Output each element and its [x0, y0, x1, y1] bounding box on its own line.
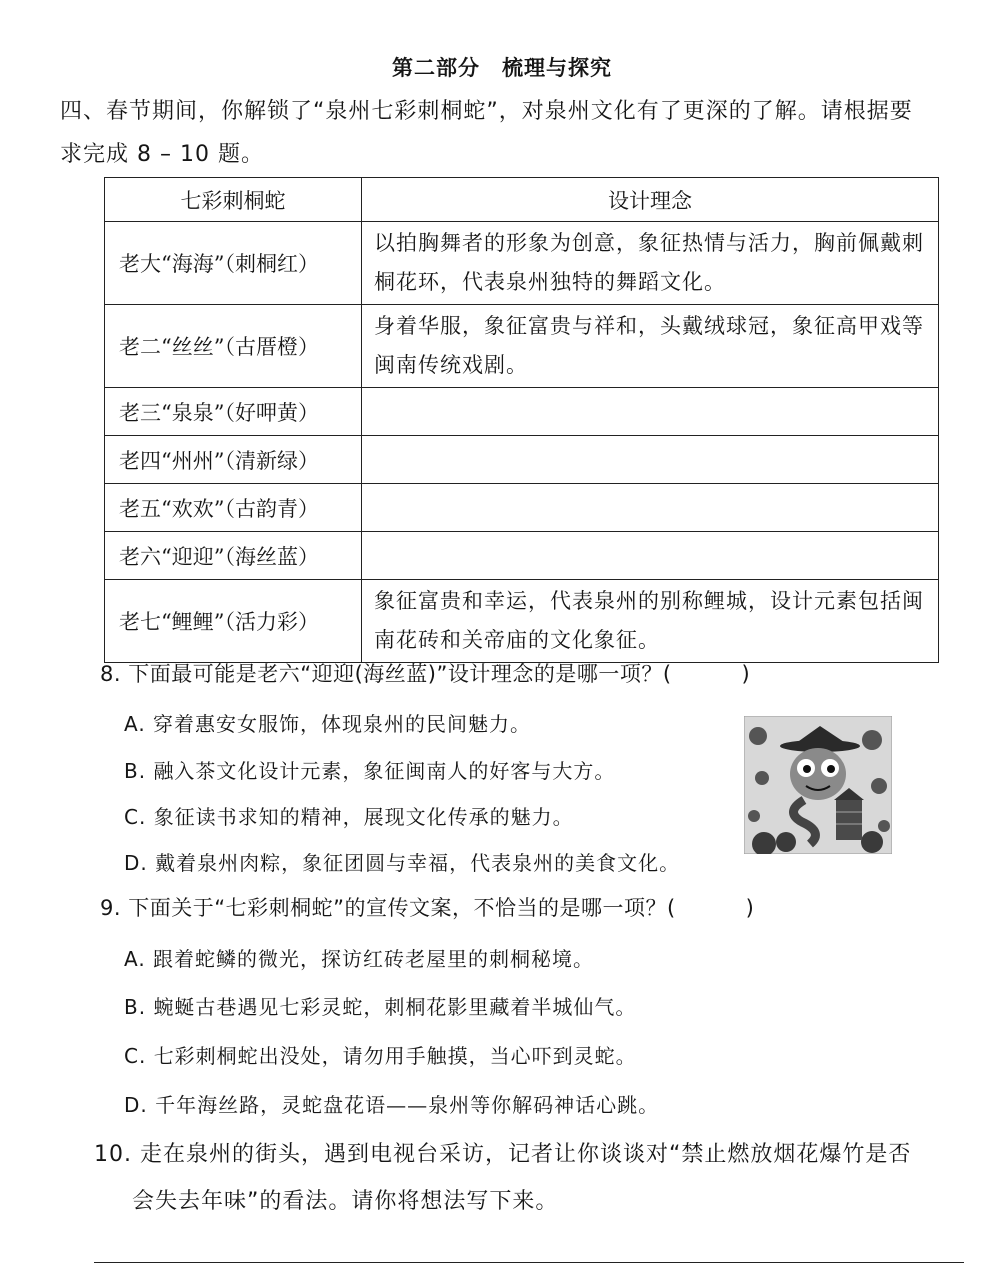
design-concept-blank[interactable]: [362, 532, 939, 580]
question-8-stem: 8. 下面最可能是老六“迎迎(海丝蓝)”设计理念的是哪一项？( ): [100, 662, 751, 686]
table-row: [105, 388, 939, 436]
table-header-name: 七彩刺桐蛇: [105, 178, 362, 222]
answer-line[interactable]: [94, 1262, 964, 1263]
table-row: [105, 484, 939, 532]
snake-name: 老七“鲤鲤”（活力彩）: [105, 580, 362, 663]
q8-option-c[interactable]: C. 象征读书求知的精神，展现文化传承的魅力。: [124, 805, 574, 829]
q9-option-b[interactable]: B. 蜿蜒古巷遇见七彩灵蛇，刺桐花影里藏着半城仙气。: [124, 995, 637, 1019]
snake-name: 老四“州州”（清新绿）: [105, 436, 362, 484]
snake-mascot-image: [744, 716, 892, 854]
design-concept: 以拍胸舞者的形象为创意，象征热情与活力，胸前佩戴刺桐花环，代表泉州独特的舞蹈文化。: [362, 222, 939, 305]
snake-name: 老五“欢欢”（古韵青）: [105, 484, 362, 532]
q8-option-a[interactable]: A. 穿着惠安女服饰，体现泉州的民间魅力。: [124, 712, 532, 736]
snake-name: 老二“丝丝”（古厝橙）: [105, 305, 362, 388]
snake-name: 老六“迎迎”（海丝蓝）: [105, 532, 362, 580]
design-concept-blank[interactable]: [362, 388, 939, 436]
table-row: [105, 580, 939, 663]
table-header-concept: 设计理念: [362, 178, 939, 222]
table-header-row: [105, 178, 939, 222]
design-concept: 身着华服，象征富贵与祥和，头戴绒球冠，象征高甲戏等闽南传统戏剧。: [362, 305, 939, 388]
section-title: 第二部分 梳理与探究: [392, 56, 612, 80]
design-concept-blank[interactable]: [362, 484, 939, 532]
snake-name: 老三“泉泉”（好呷黄）: [105, 388, 362, 436]
design-concept: 象征富贵和幸运，代表泉州的别称鲤城，设计元素包括闽南花砖和关帝庙的文化象征。: [362, 580, 939, 663]
question-10-line-2: 会失去年味”的看法。请你将想法写下来。: [132, 1189, 559, 1214]
q8-option-d[interactable]: D. 戴着泉州肉粽，象征团圆与幸福，代表泉州的美食文化。: [124, 851, 681, 875]
question-9-stem: 9. 下面关于“七彩刺桐蛇”的宣传文案，不恰当的是哪一项？( ): [100, 896, 755, 920]
table-row: [105, 532, 939, 580]
question-10-line-1: 10. 走在泉州的街头，遇到电视台采访，记者让你谈谈对“禁止燃放烟花爆竹是否: [94, 1142, 912, 1167]
table-row: [105, 222, 939, 305]
snake-design-table: [104, 177, 939, 663]
q9-option-c[interactable]: C. 七彩刺桐蛇出没处，请勿用手触摸，当心吓到灵蛇。: [124, 1044, 637, 1068]
table-row: [105, 436, 939, 484]
table-row: [105, 305, 939, 388]
snake-name: 老大“海海”（刺桐红）: [105, 222, 362, 305]
intro-line-2: 求完成 8 – 10 题。: [60, 142, 264, 167]
q9-option-a[interactable]: A. 跟着蛇鳞的微光，探访红砖老屋里的刺桐秘境。: [124, 947, 595, 971]
intro-line-1: 四、春节期间，你解锁了“泉州七彩刺桐蛇”，对泉州文化有了更深的了解。请根据要: [60, 99, 913, 124]
q9-option-d[interactable]: D. 千年海丝路，灵蛇盘花语——泉州等你解码神话心跳。: [124, 1093, 660, 1117]
q8-option-b[interactable]: B. 融入茶文化设计元素，象征闽南人的好客与大方。: [124, 759, 616, 783]
design-concept-blank[interactable]: [362, 436, 939, 484]
